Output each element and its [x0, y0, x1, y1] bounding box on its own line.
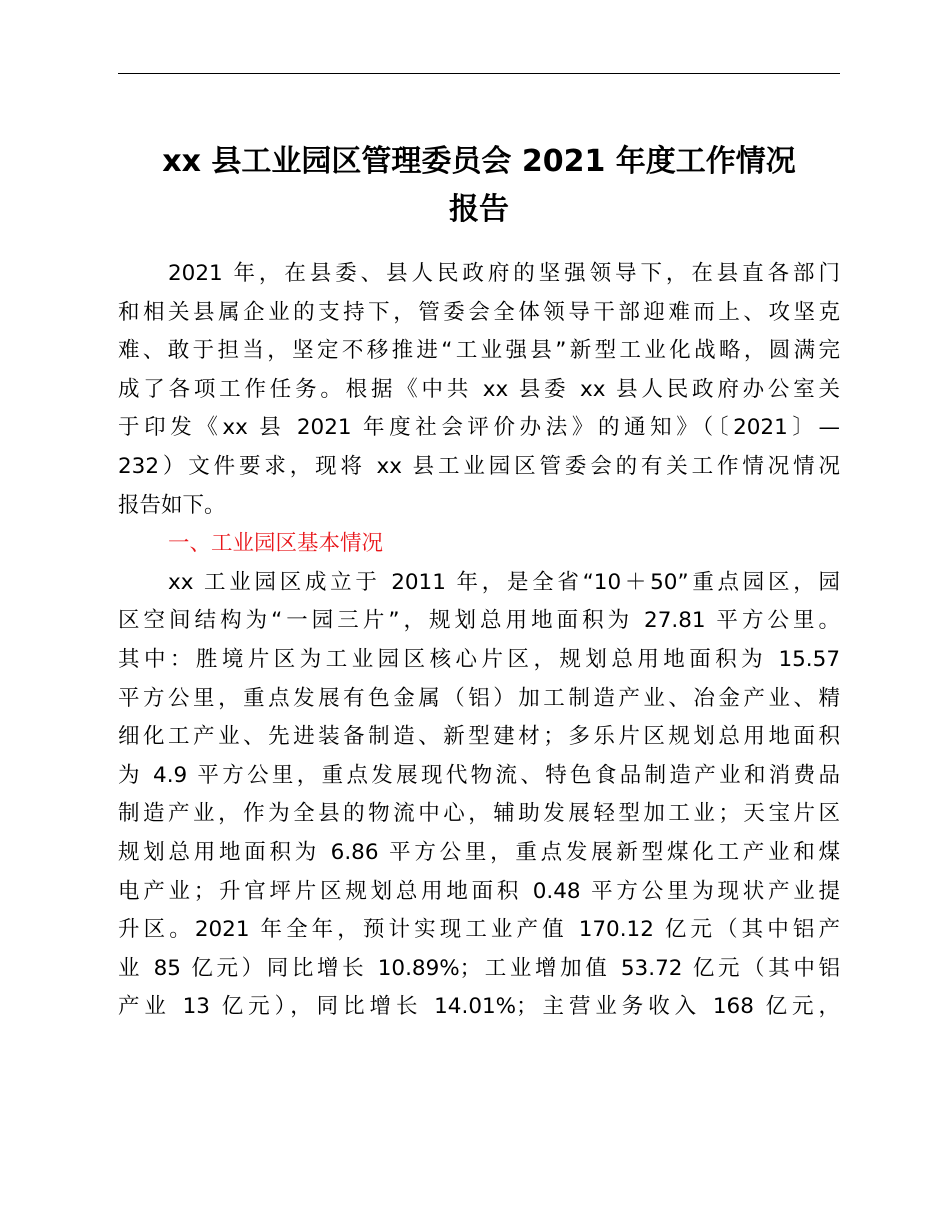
- document-body: [118, 255, 840, 1027]
- paragraph-line: 其中：胜境片区为工业园区核心片区，规划总用地面积为 15.57: [118, 646, 840, 672]
- section-heading: 一、工业园区基本情况: [168, 531, 384, 557]
- paragraph-line: 规划总用地面积为 6.86 平方公里，重点发展新型煤化工产业和煤: [118, 839, 840, 865]
- paragraph-line: 平方公里，重点发展有色金属（铝）加工制造产业、冶金产业、精: [118, 685, 840, 711]
- title-line: 报告: [449, 192, 509, 227]
- paragraph-line: 区空间结构为“一园三片”，规划总用地面积为 27.81 平方公里。: [118, 608, 840, 634]
- paragraph-line: 为 4.9 平方公里，重点发展现代物流、特色食品制造产业和消费品: [118, 762, 840, 788]
- paragraph-line: 制造产业，作为全县的物流中心，辅助发展轻型加工业；天宝片区: [118, 801, 840, 827]
- paragraph-line: 和相关县属企业的支持下，管委会全体领导干部迎难而上、攻坚克: [118, 299, 840, 325]
- paragraph-line: 电产业；升官坪片区规划总用地面积 0.48 平方公里为现状产业提: [118, 878, 840, 904]
- paragraph-line: 难、敢于担当，坚定不移推进“工业强县”新型工业化战略，圆满完: [118, 338, 840, 364]
- paragraph-line: 产业 13 亿元），同比增长 14.01%；主营业务收入 168 亿元，: [118, 994, 840, 1020]
- paragraph-line: 232）文件要求，现将 xx 县工业园区管委会的有关工作情况情况: [118, 453, 840, 479]
- paragraph-line: 报告如下。: [118, 492, 226, 518]
- document-title: [118, 138, 840, 234]
- paragraph-line: 成了各项工作任务。根据《中共 xx 县委 xx 县人民政府办公室关: [118, 376, 840, 402]
- paragraph-line: 2021 年，在县委、县人民政府的坚强领导下，在县直各部门: [168, 261, 840, 286]
- paragraph-line: xx 工业园区成立于 2011 年，是全省“10＋50”重点园区，园: [168, 569, 840, 595]
- title-line: xx 县工业园区管理委员会 2021 年度工作情况: [162, 144, 796, 179]
- paragraph-line: 细化工产业、先进装备制造、新型建材；多乐片区规划总用地面积: [118, 724, 840, 750]
- paragraph-line: 升区。2021 年全年，预计实现工业产值 170.12 亿元（其中铝产: [118, 917, 840, 943]
- paragraph-line: 业 85 亿元）同比增长 10.89%；工业增加值 53.72 亿元（其中铝: [118, 955, 840, 981]
- header-rule: [118, 73, 840, 74]
- paragraph-line: 于印发《xx 县 2021 年度社会评价办法》的通知》（〔2021〕—: [118, 415, 840, 441]
